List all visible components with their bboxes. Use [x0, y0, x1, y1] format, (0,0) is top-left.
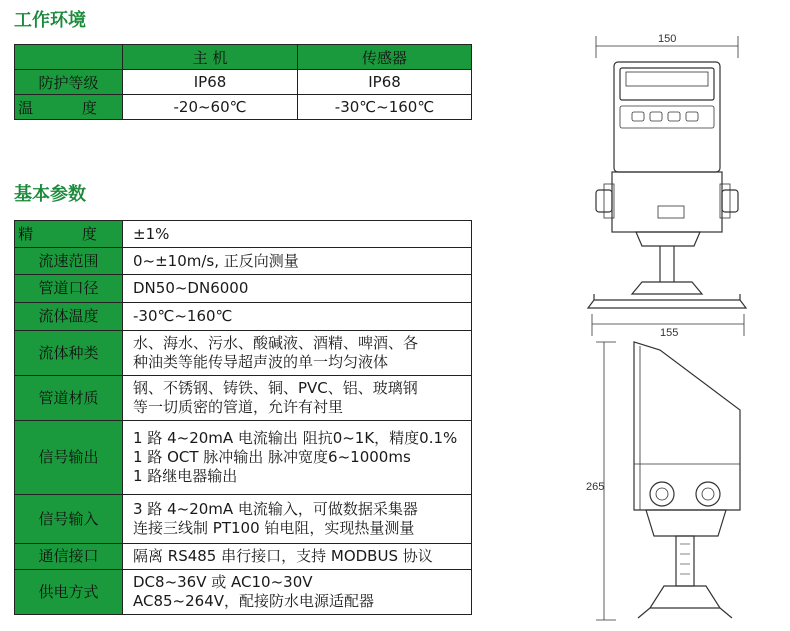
row-value: [123, 331, 472, 376]
section-title-environment: 工作环境: [14, 10, 86, 31]
dimension-height-label: 265: [586, 481, 605, 493]
table-row: [15, 495, 472, 544]
value-line: 0~±10m/s, 正反向测量: [133, 251, 299, 270]
row-label: 管道口径: [15, 275, 123, 303]
table-row: [15, 221, 472, 248]
table-row: [15, 303, 472, 331]
value-line: 钢、不锈钢、铸铁、铜、PVC、铝、玻璃钢: [133, 379, 418, 397]
cell-sensor: -30℃~160℃: [298, 95, 472, 120]
value-line: 水、海水、污水、酸碱液、酒精、啤酒、各: [133, 334, 419, 352]
row-value: [123, 248, 472, 275]
value-line: 1 路 OCT 脉冲输出 脉冲宽度6~1000ms: [133, 448, 411, 466]
device-drawing: [576, 24, 776, 626]
row-value: [123, 275, 472, 303]
value-line: 等一切质密的管道，允许有衬里: [133, 398, 344, 416]
row-value: [123, 303, 472, 331]
row-label: 流速范围: [15, 248, 123, 275]
value-line: AC85~264V，配接防水电源适配器: [133, 592, 375, 610]
cell-host: IP68: [123, 70, 298, 95]
row-value: [123, 421, 472, 495]
value-line: 3 路 4~20mA 电流输入，可做数据采集器: [133, 500, 418, 518]
row-value: [123, 544, 472, 570]
row-label: 温 度: [15, 95, 123, 120]
table-row: [15, 95, 472, 120]
dimension-bottom-label: 155: [660, 327, 679, 339]
table-row: [15, 544, 472, 570]
section-title-parameters: 基本参数: [14, 184, 86, 205]
value-line: DC8~36V 或 AC10~30V: [133, 573, 313, 591]
value-line: 1 路继电器输出: [133, 467, 238, 485]
cell-host: -20~60℃: [123, 95, 298, 120]
row-value: [123, 221, 472, 248]
value-line: -30℃~160℃: [133, 307, 233, 325]
row-label: 流体种类: [15, 331, 123, 376]
parameters-table: [14, 220, 472, 615]
value-line: 1 路 4~20mA 电流输出 阻抗0~1K，精度0.1%: [133, 429, 458, 447]
row-label: 供电方式: [15, 570, 123, 615]
dimension-bottom: [592, 314, 744, 339]
table-row: [15, 376, 472, 421]
table-row: [15, 45, 472, 70]
table-row: [15, 275, 472, 303]
dimension-top-label: 150: [658, 33, 677, 45]
row-label: 管道材质: [15, 376, 123, 421]
value-line: 隔离 RS485 串行接口，支持 MODBUS 协议: [133, 547, 433, 565]
front-view: [588, 62, 746, 308]
environment-table: [14, 44, 472, 120]
row-label: 精 度: [15, 221, 123, 248]
row-label: 通信接口: [15, 544, 123, 570]
row-value: [123, 376, 472, 421]
dimension-height: [586, 342, 616, 620]
row-label: 信号输入: [15, 495, 123, 544]
side-view: [634, 342, 740, 618]
table-row: [15, 421, 472, 495]
dimension-top: [596, 33, 738, 58]
value-line: DN50~DN6000: [133, 279, 249, 297]
table-row: [15, 331, 472, 376]
row-value: [123, 495, 472, 544]
row-label: 信号输出: [15, 421, 123, 495]
header-host: 主 机: [123, 45, 298, 70]
table-row: [15, 570, 472, 615]
value-line: 连接三线制 PT100 铂电阻，实现热量测量: [133, 519, 415, 537]
row-label: 流体温度: [15, 303, 123, 331]
cell-sensor: IP68: [298, 70, 472, 95]
row-value: [123, 570, 472, 615]
header-sensor: 传感器: [298, 45, 472, 70]
header-blank: [15, 45, 123, 70]
value-line: 种油类等能传导超声波的单一均匀液体: [133, 353, 389, 371]
row-label: 防护等级: [15, 70, 123, 95]
value-line: ±1%: [133, 224, 170, 243]
table-row: [15, 70, 472, 95]
table-row: [15, 248, 472, 275]
